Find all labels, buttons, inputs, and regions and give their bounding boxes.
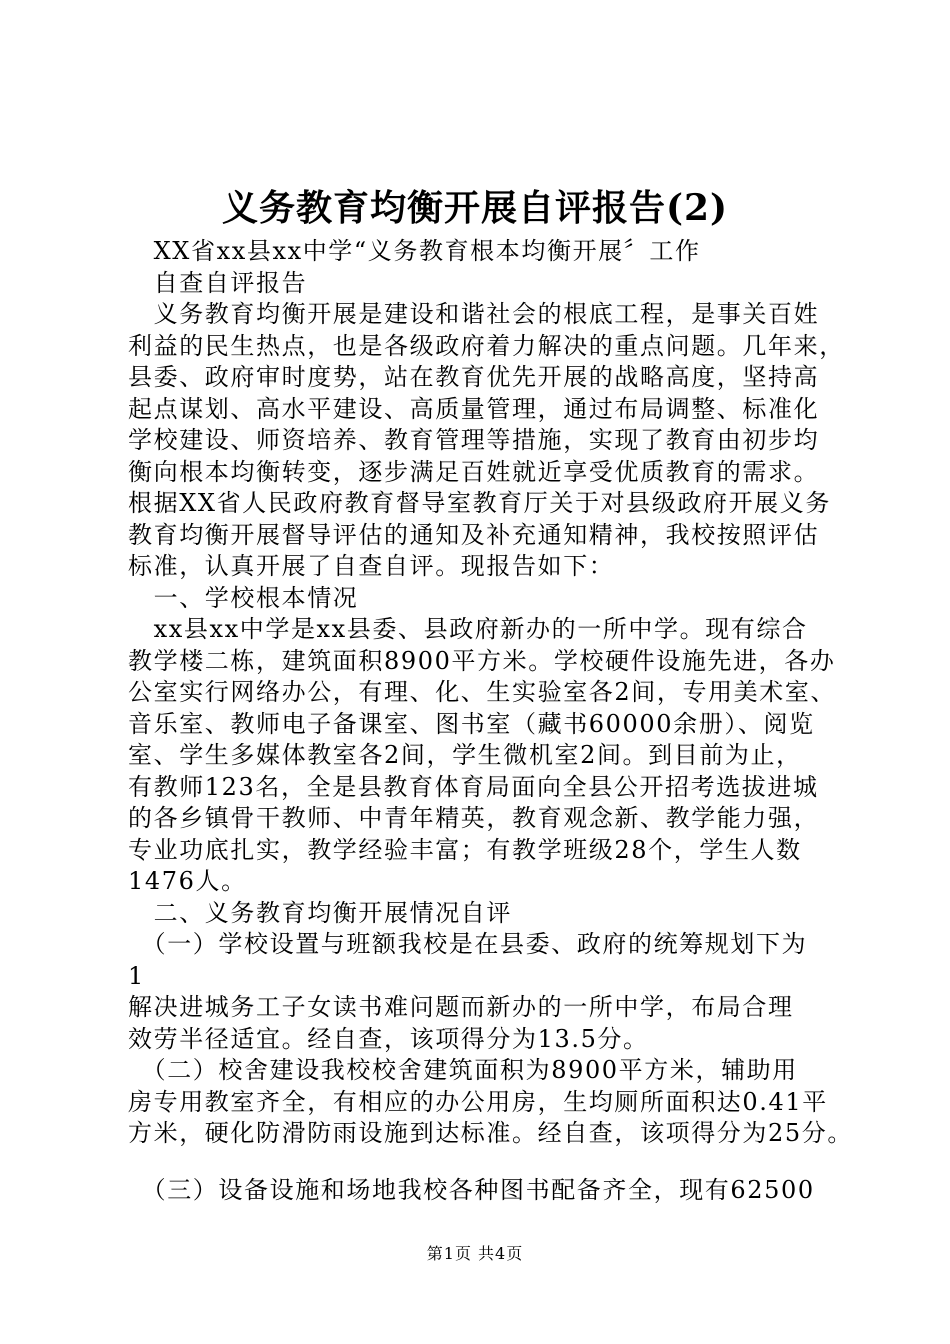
body-line: 专业功底扎实，教学经验丰富；有教学班级28个，学生人数 xyxy=(128,835,802,864)
body-line: 1476人。 xyxy=(128,867,247,895)
document-title: 义务教育均衡开展自评报告(2) xyxy=(221,187,729,229)
paragraph-gap xyxy=(128,1150,828,1175)
body-line: 解决进城务工子女读书难问题而新办的一所中学，布局合理 xyxy=(128,993,794,1021)
body-line: 义务教育均衡开展是建设和谐社会的根底工程，是事关百姓 xyxy=(128,300,820,328)
body-line: 音乐室、教师电子备课室、图书室（藏书60000余册）、阅览 xyxy=(128,709,815,738)
body-line: （一）学校设置与班额我校是在县委、政府的统筹规划下为 xyxy=(128,930,808,958)
body-line: （三）设备设施和场地我校各种图书配备齐全，现有62500 xyxy=(128,1175,815,1204)
section-heading: 一、学校根本情况 xyxy=(128,583,359,612)
body-line: 公室实行网络办公，有理、化、生实验室各2间，专用美术室、 xyxy=(128,678,837,706)
body-line: 根据XX省人民政府教育督导室教育厅关于对县级政府开展义务 xyxy=(128,489,831,517)
body-line: （二）校舍建设我校校舍建筑面积为8900平方米，辅助用 xyxy=(128,1056,798,1084)
body-line: 房专用教室齐全，有相应的办公用房，生均厕所面积达0.41平 xyxy=(128,1087,828,1116)
body-line: 起点谋划、高水平建设、高质量管理，通过布局调整、标准化 xyxy=(128,394,820,423)
document-body xyxy=(128,236,853,1206)
section-heading: 二、义务教育均衡开展情况自评 xyxy=(128,898,512,927)
body-line: 教学楼二栋，建筑面积8900平方米。学校硬件设施先进，各办 xyxy=(128,646,836,675)
body-line: 衡向根本均衡转变，逐步满足百姓就近享受优质教育的需求。 xyxy=(128,457,820,486)
body-line: 教育均衡开展督导评估的通知及补充通知精神，我校按照评估 xyxy=(128,520,820,549)
body-line: 县委、政府审时度势，站在教育优先开展的战略高度，坚持高 xyxy=(128,363,820,391)
body-line: 方米，硬化防滑防雨设施到达标准。经自查，该项得分为25分。 xyxy=(128,1119,853,1147)
page-footer: 第1页 共4页 xyxy=(426,1244,524,1263)
body-line: 学校建设、师资培养、教育管理等措施，实现了教育由初步均 xyxy=(128,426,820,454)
body-line: 的各乡镇骨干教师、中青年精英，教育观念新、教学能力强， xyxy=(128,804,820,832)
body-line: 效劳半径适宜。经自查，该项得分为13.5分。 xyxy=(128,1024,649,1053)
body-line: 自查自评报告 xyxy=(128,268,308,297)
body-line: 室、学生多媒体教室各2间，学生微机室2间。到目前为止， xyxy=(128,741,802,769)
body-line: 利益的民生热点，也是各级政府着力解决的重点问题。几年来， xyxy=(128,331,845,360)
body-line: 有教师123名，全是县教育体育局面向全县公开招考选拔进城 xyxy=(128,772,819,801)
body-line: XX省xx县xx中学“义务教育根本均衡开展〞工作 xyxy=(128,237,701,265)
body-line: xx县xx中学是xx县委、县政府新办的一所中学。现有综合 xyxy=(128,615,808,643)
body-line: 标准，认真开展了自查自评。现报告如下： xyxy=(128,552,615,580)
body-line: 1 xyxy=(128,961,145,990)
